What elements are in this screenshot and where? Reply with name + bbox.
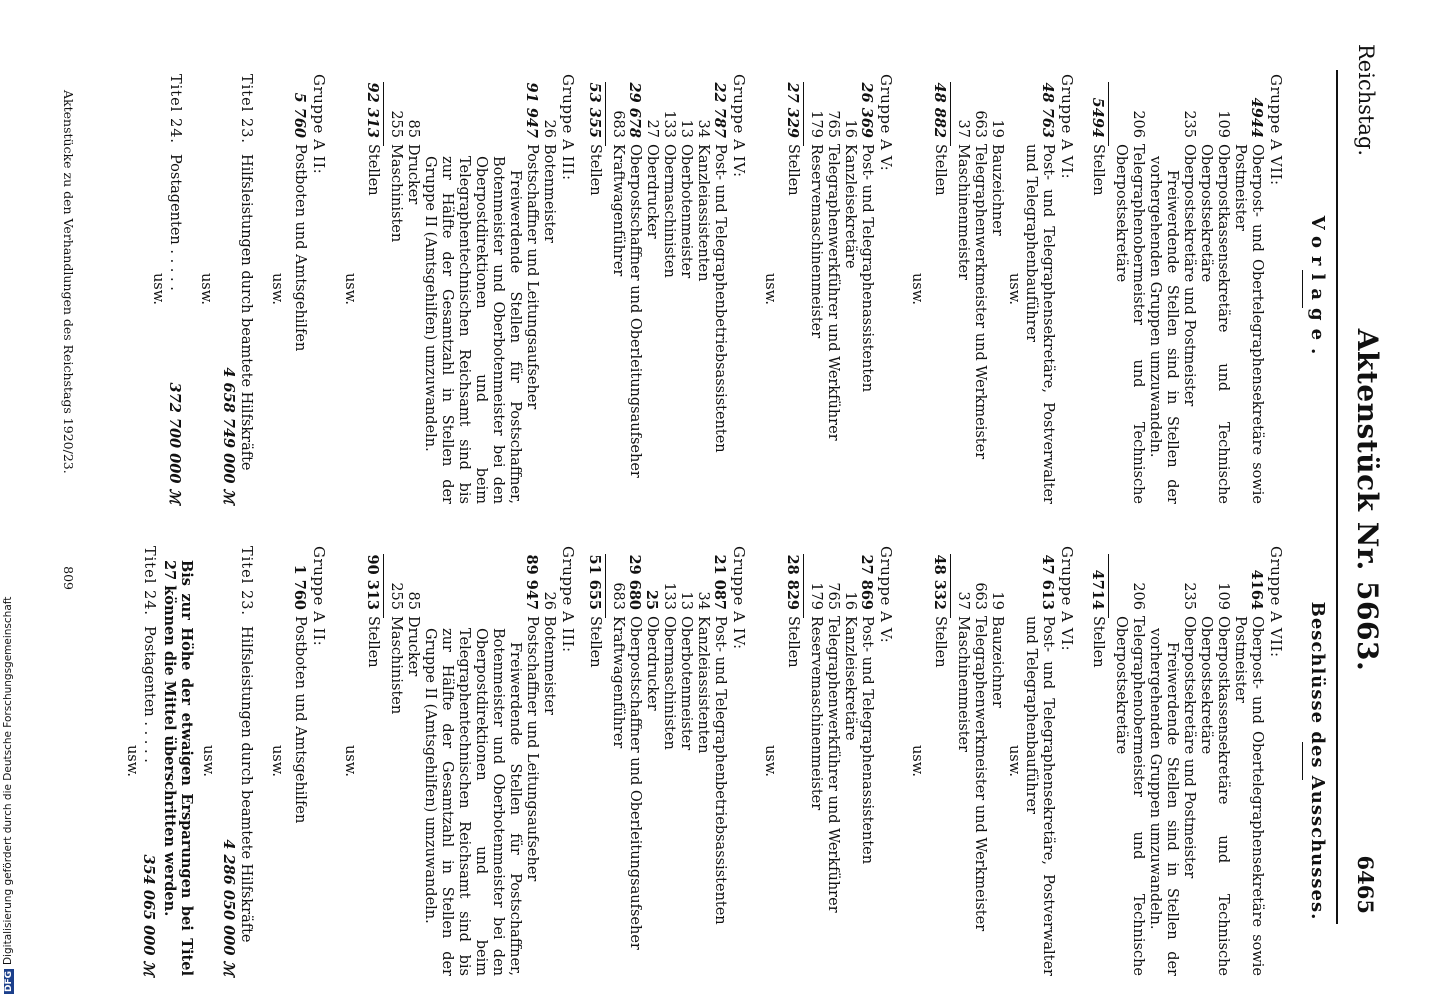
entry-count: 206 [1130, 582, 1146, 610]
entry-text: Drucker [405, 144, 421, 205]
group-a5 [761, 546, 894, 976]
entry-text: Reservemaschinenmeister [808, 616, 824, 811]
usw-text: usw. [762, 744, 778, 778]
entry-row [626, 74, 643, 504]
digitization-strip [2, 596, 18, 994]
group-head: Gruppe A II: [310, 74, 328, 175]
entry-count: 765 [825, 582, 841, 610]
entry-count: 47 613 [1039, 554, 1056, 610]
titel-text: Postagenten . . . . . [141, 626, 157, 763]
sum-row [1089, 546, 1106, 976]
dfg-logo-icon: DFG [4, 970, 14, 992]
entry-count: 663 [972, 582, 988, 610]
usw-text: usw. [342, 272, 358, 306]
sum-text: Stellen [1090, 144, 1106, 196]
entry-count: 255 [388, 582, 404, 610]
entry-row [387, 546, 404, 976]
sum-rule [803, 82, 804, 146]
entry-text: Obermaschinisten [661, 616, 677, 750]
entry-row [404, 74, 421, 504]
entry-row [387, 74, 404, 504]
entry-count: 683 [610, 582, 626, 610]
entry-note: Freiwerdende Stellen sind in Stellen der vorhergehenden Gruppen umzuwandeln. [1147, 628, 1180, 976]
entry-row [1231, 74, 1265, 504]
entry-count: 29 678 [626, 82, 643, 138]
entry-row [988, 74, 1005, 504]
entry-count: 206 [1130, 110, 1146, 138]
sum-rule [950, 554, 951, 618]
sum-count: 90 313 [364, 554, 381, 610]
entry-row [660, 546, 677, 976]
entry-count: 34 [695, 119, 711, 138]
group-a5 [761, 74, 894, 504]
sum-text: Stellen [365, 616, 381, 668]
entry-text: Oberbotenmeister [678, 616, 694, 751]
sum-count: 5494 [1089, 97, 1106, 138]
entry-row [988, 546, 1005, 976]
entry-count: 4944 [1248, 97, 1265, 138]
group-a3 [341, 74, 576, 504]
titel-text: Hilfsleistungen durch beamtete Hilfskräfte [238, 626, 254, 943]
entry-text: Kraftwagenführer [610, 144, 626, 277]
entry-text: Botenmeister [541, 616, 557, 715]
entry-row [540, 546, 557, 976]
entry-text: Postboten und Amtsgehilfen [292, 616, 308, 824]
entry-count: 26 369 [858, 82, 875, 138]
entry-text: Obermaschinisten [661, 144, 677, 278]
entry-text: Post- und Telegraphenassistenten [859, 616, 875, 865]
sum-row [784, 74, 801, 504]
entry-row [1231, 546, 1265, 976]
titel-amount: 4 286 050 000 ℳ [220, 839, 237, 976]
sum-text: Stellen [587, 144, 603, 196]
entry-text: Maschinenmeister [955, 144, 971, 281]
sum-count: 27 329 [784, 82, 801, 138]
entry-row [677, 546, 694, 976]
entry-text: Kanzleiassistenten [695, 616, 711, 754]
entry-count: 29 680 [626, 554, 643, 610]
sum-row [364, 74, 381, 504]
entry-count: 16 [842, 119, 858, 138]
sum-row [586, 74, 603, 504]
entry-row [677, 74, 694, 504]
column-title: Beschlüsse des Ausschusses. [1307, 601, 1328, 921]
entry-row [971, 546, 988, 976]
entry-text: Telegraphenwerkführer und Werkführer [825, 616, 841, 913]
sum-row [586, 546, 603, 976]
titel-label: Titel 23. [238, 74, 254, 145]
entry-row [1180, 74, 1197, 504]
titel-text: Hilfsleistungen durch beamtete Hilfskräfte [238, 154, 254, 471]
usw-text: usw. [269, 272, 285, 306]
entry-row [404, 546, 421, 976]
entry-row [643, 74, 660, 504]
entry-row [971, 74, 988, 504]
entry-count: 765 [825, 110, 841, 138]
entry-count: 19 [989, 119, 1005, 138]
group-a6 [908, 546, 1075, 976]
entry-text: Postboten und Amtsgehilfen [292, 144, 308, 352]
entry-text: Oberpostkassensekretäre und Technische Oberpostsekretäre [1198, 616, 1231, 976]
titel-amount: 372 700 000 ℳ [166, 382, 183, 504]
entry-count: 27 869 [858, 554, 875, 610]
entry-count: 133 [661, 110, 677, 138]
usw-text: usw. [198, 272, 214, 306]
entry-count: 13 [678, 591, 694, 610]
entry-text: Maschinisten [388, 144, 404, 243]
sum-rule [1108, 554, 1109, 618]
entry-text: Kanzleiassistenten [695, 144, 711, 282]
entry-count: 4164 [1248, 569, 1265, 610]
sum-row [1089, 74, 1106, 504]
entry-count: 85 [405, 119, 421, 138]
entry-row [1180, 546, 1197, 976]
sum-count: 92 313 [364, 82, 381, 138]
header-left: Reichstag. [1354, 44, 1378, 157]
footer-page: 809 [61, 566, 76, 590]
entry-text: Kraftwagenführer [610, 616, 626, 749]
entry-text: Oberpostsekretäre und Postmeister [1181, 144, 1197, 407]
entry-text: Oberpost- und Obertelegraphensekretäre sowie Postmeister [1232, 616, 1265, 976]
group-a2 [268, 546, 327, 976]
group-head: Gruppe A III: [559, 74, 577, 181]
entry-text: Telegraphenwerkführer und Werkführer [825, 144, 841, 441]
entry-count: 109 [1215, 110, 1231, 138]
column-title: Vorlage. [1307, 215, 1328, 363]
entry-text: Bauzeichner [989, 144, 1005, 236]
titel-amount: 354 065 000 ℳ [140, 854, 157, 976]
sum-text: Stellen [365, 144, 381, 196]
group-head: Gruppe A V: [877, 546, 895, 644]
group-head: Gruppe A III: [559, 546, 577, 653]
usw-text: usw. [150, 272, 166, 306]
entry-row [954, 74, 971, 504]
group-a7 [1075, 74, 1284, 504]
entry-text: Telegraphenobermeister und Technische Oberpostsekretäre [1113, 616, 1146, 976]
group-head: Gruppe A VI: [1058, 546, 1076, 652]
sum-count: 51 655 [586, 554, 603, 610]
entry-text: Oberbotenmeister [678, 144, 694, 279]
column-vorlage [149, 74, 1326, 504]
entry-row [1022, 74, 1056, 504]
entry-count: 683 [610, 110, 626, 138]
sum-rule [383, 82, 384, 146]
entry-count: 133 [661, 582, 677, 610]
titel-24 [166, 74, 183, 504]
entry-row [609, 546, 626, 976]
usw-text: usw. [269, 744, 285, 778]
sum-count: 28 829 [784, 554, 801, 610]
entry-text: Oberpostschaffner und Oberleitungsaufseher [627, 616, 643, 950]
titel-23 [237, 74, 254, 504]
entry-count: 179 [808, 110, 824, 138]
sum-count: 48 332 [931, 554, 948, 610]
sum-rule [605, 554, 606, 618]
entry-note: Freiwerdende Stellen für Postschaffner, Botenmeister und Oberbotenmeister bei den Oberpostdirektionen und beim Telegraphentechnischen Reichsamt sind bis zur Hälfte der Gesamtzahl in Stellen der Gruppe II (Amtsgehilfen) umzuwandeln. [422, 156, 523, 504]
entry-count: 21 087 [711, 554, 728, 610]
entry-text: Botenmeister [541, 144, 557, 243]
sum-count: 48 882 [931, 82, 948, 138]
sum-text: Stellen [1090, 616, 1106, 668]
entry-count: 34 [695, 591, 711, 610]
entry-count: 13 [678, 119, 694, 138]
entry-count: 109 [1215, 582, 1231, 610]
title-rule [1302, 742, 1303, 780]
entry-text: Kanzleisekretäre [842, 144, 858, 269]
entry-row [540, 74, 557, 504]
entry-row [643, 546, 660, 976]
entry-count: 37 [955, 119, 971, 138]
entry-text: Oberdrucker [644, 616, 660, 711]
titel-label: Titel 23. [238, 546, 254, 617]
entry-text: Drucker [405, 616, 421, 677]
entry-row [824, 546, 841, 976]
entry-count: 37 [955, 591, 971, 610]
usw-text: usw. [1006, 272, 1022, 306]
entry-count: 5 760 [291, 92, 308, 138]
entry-count: 25 [643, 589, 660, 610]
group-head: Gruppe A II: [310, 546, 328, 647]
sum-rule [950, 82, 951, 146]
entry-note: Freiwerdende Stellen sind in Stellen der vorhergehenden Gruppen umzuwandeln. [1147, 156, 1180, 504]
group-head: Gruppe A V: [877, 74, 895, 172]
titel-label: Titel 24. [167, 74, 183, 145]
usw-text: usw. [342, 744, 358, 778]
entry-text: Post- und Telegraphensekretäre, Postverwalter und Telegraphenbauführer [1023, 144, 1056, 504]
entry-text: Telegraphenobermeister und Technische Oberpostsekretäre [1113, 144, 1146, 504]
entry-row [1022, 546, 1056, 976]
entry-row [858, 546, 875, 976]
entry-count: 235 [1181, 582, 1197, 610]
titel-amount: 4 658 749 000 ℳ [220, 367, 237, 504]
entry-text: Oberpostschaffner und Oberleitungsaufseher [627, 144, 643, 478]
entry-row [1197, 74, 1231, 504]
entry-text: Postschaffner und Leitungsaufseher [524, 616, 540, 882]
entry-text: Telegraphenwerkmeister und Werkmeister [972, 144, 988, 460]
group-a4 [576, 74, 747, 504]
entry-row [711, 546, 728, 976]
entry-count: 27 [644, 119, 660, 138]
column-beschluesse [123, 546, 1326, 976]
entry-text: Maschinisten [388, 616, 404, 715]
entry-row [694, 74, 711, 504]
sum-text: Stellen [785, 616, 801, 668]
digitization-credit [2, 596, 18, 994]
entry-row [807, 546, 824, 976]
entry-text: Oberpost- und Obertelegraphensekretäre sowie Postmeister [1232, 144, 1265, 504]
titel-24 [140, 546, 157, 976]
usw-text: usw. [1006, 744, 1022, 778]
entry-text: Kanzleisekretäre [842, 616, 858, 741]
entry-count: 22 787 [711, 82, 728, 138]
entry-row [291, 546, 308, 976]
group-a6 [908, 74, 1075, 504]
entry-row [841, 546, 858, 976]
entry-text: Oberpostkassensekretäre und Technische Oberpostsekretäre [1198, 144, 1231, 504]
entry-row [523, 74, 540, 504]
usw-text: usw. [124, 744, 140, 778]
entry-row [858, 74, 875, 504]
entry-text: Oberdrucker [644, 144, 660, 239]
entry-row [1112, 546, 1146, 976]
entry-count: 91 947 [523, 82, 540, 138]
entry-row [824, 74, 841, 504]
titel-text: Postagenten . . . . . [167, 154, 183, 291]
sum-text: Stellen [587, 616, 603, 668]
page-number: 6465 [1353, 855, 1378, 914]
entry-row [1197, 546, 1231, 976]
entry-row [1112, 74, 1146, 504]
sum-row [364, 546, 381, 976]
entry-text: Oberpostsekretäre und Postmeister [1181, 616, 1197, 879]
group-head: Gruppe A VII: [1267, 546, 1285, 658]
group-head: Gruppe A IV: [730, 546, 748, 650]
entry-note: Freiwerdende Stellen für Postschaffner, Botenmeister und Oberbotenmeister bei den Oberpostdirektionen und beim Telegraphentechnischen Reichsamt sind bis zur Hälfte der Gesamtzahl in Stellen der Gruppe II (Amtsgehilfen) umzuwandeln. [422, 628, 523, 976]
digitization-text: Digitalisierung gefördert durch die Deutsche Forschungsgemeinschaft [2, 596, 14, 965]
entry-count: 26 [541, 591, 557, 610]
entry-row [841, 74, 858, 504]
sum-text: Stellen [932, 144, 948, 196]
entry-count: 663 [972, 110, 988, 138]
entry-row [626, 546, 643, 976]
entry-row [954, 546, 971, 976]
entry-count: 48 763 [1039, 82, 1056, 138]
sum-row [931, 74, 948, 504]
header-title: Aktenstück Nr. 5663. [1351, 328, 1384, 672]
sum-rule [803, 554, 804, 618]
entry-count: 255 [388, 110, 404, 138]
group-head: Gruppe A VII: [1267, 74, 1285, 186]
title-rule [1302, 270, 1303, 308]
sum-text: Stellen [785, 144, 801, 196]
usw-text: usw. [762, 272, 778, 306]
header-rule [1336, 70, 1338, 924]
titel-23 [237, 546, 254, 976]
entry-text: Telegraphenwerkmeister und Werkmeister [972, 616, 988, 932]
entry-count: 1 760 [291, 564, 308, 610]
entry-text: Bauzeichner [989, 616, 1005, 708]
entry-row [523, 546, 540, 976]
entry-count: 19 [989, 591, 1005, 610]
entry-text: Post- und Telegraphenbetriebsassistenten [712, 616, 728, 925]
entry-text: Post- und Telegraphenassistenten [859, 144, 875, 393]
sum-text: Stellen [932, 616, 948, 668]
usw-text: usw. [909, 744, 925, 778]
entry-text: Maschinenmeister [955, 616, 971, 753]
entry-row [807, 74, 824, 504]
sum-count: 4714 [1089, 569, 1106, 610]
entry-count: 89 947 [523, 554, 540, 610]
group-a4 [576, 546, 747, 976]
sum-row [784, 546, 801, 976]
entry-row [291, 74, 308, 504]
group-a2 [268, 74, 327, 504]
entry-row [660, 74, 677, 504]
entry-count: 26 [541, 119, 557, 138]
usw-text: usw. [909, 272, 925, 306]
footer-source: Aktenstücke zu den Verhandlungen des Reichstags 1920/23. [61, 90, 76, 474]
usw-text: usw. [200, 744, 216, 778]
sum-rule [605, 82, 606, 146]
group-a3 [341, 546, 576, 976]
entry-row [694, 546, 711, 976]
entry-count: 179 [808, 582, 824, 610]
savings-note: Bis zur Höhe der etwaigen Ersparungen bei Titel 27 können die Mittel überschritten werden. [161, 560, 195, 976]
entry-count: 16 [842, 591, 858, 610]
entry-text: Postschaffner und Leitungsaufseher [524, 144, 540, 410]
entry-text: Post- und Telegraphenbetriebsassistenten [712, 144, 728, 453]
entry-count: 235 [1181, 110, 1197, 138]
group-a7 [1075, 546, 1284, 976]
group-head: Gruppe A IV: [730, 74, 748, 178]
sum-rule [1108, 82, 1109, 146]
entry-row [609, 74, 626, 504]
titel-label: Titel 24. [141, 546, 157, 617]
entry-row [711, 74, 728, 504]
entry-text: Post- und Telegraphensekretäre, Postverwalter und Telegraphenbauführer [1023, 616, 1056, 976]
sum-count: 53 355 [586, 82, 603, 138]
sum-rule [383, 554, 384, 618]
entry-count: 85 [405, 591, 421, 610]
sum-row [931, 546, 948, 976]
entry-text: Reservemaschinenmeister [808, 144, 824, 339]
group-head: Gruppe A VI: [1058, 74, 1076, 180]
